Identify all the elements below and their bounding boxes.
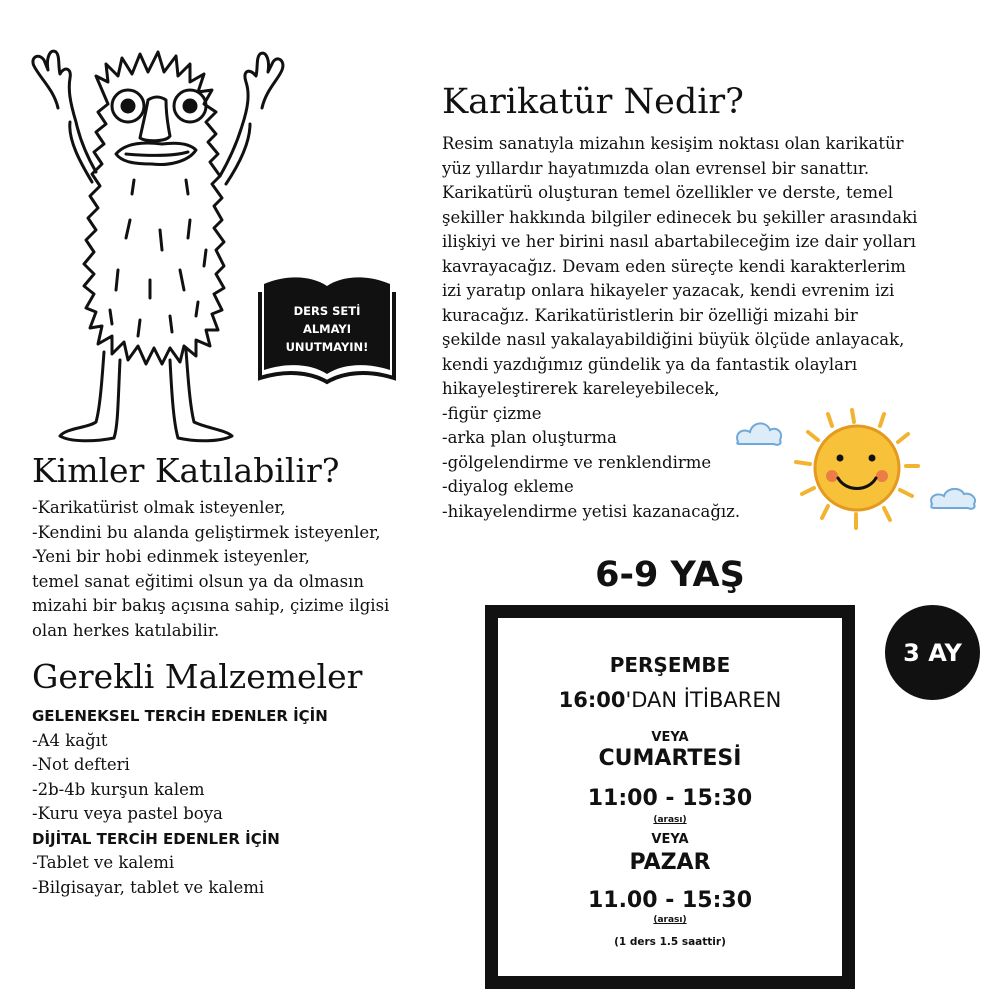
list-item: -Kendini bu alanda geliştirmek isteyenler,	[32, 522, 381, 542]
schedule-day-thursday: PERŞEMBE	[609, 653, 731, 677]
malzemeler-list	[32, 704, 432, 900]
paragraph-line: şekiller hakkında bilgiler edinecek bu şekiller arasındaki	[442, 207, 918, 227]
list-item: -gölgelendirme ve renklendirme	[442, 452, 712, 472]
paragraph-line: Resim sanatıyla mizahın kesişim noktası olan karikatür	[442, 134, 904, 153]
time-value: 16:00	[558, 688, 626, 712]
list-item: mizahi bir bakış açısına sahip, çizime ilgisi	[32, 596, 390, 615]
schedule-or: VEYA	[651, 832, 689, 847]
time-suffix: 'DAN İTİBAREN	[625, 688, 782, 712]
paragraph-line: ilişkiyi ve her birini nasıl abartabileceğim ize dair yolları	[442, 232, 916, 251]
schedule-day-saturday: CUMARTESİ	[598, 746, 742, 771]
book-badge-line: DERS SETİ	[293, 304, 361, 318]
schedule-or: VEYA	[651, 730, 689, 745]
paragraph-line: hikayeleştirerek kareleyebilecek,	[442, 379, 720, 398]
schedule-time-thursday	[498, 688, 842, 712]
age-label: 6-9 YAŞ	[595, 555, 745, 595]
list-item: olan herkes katılabilir.	[32, 620, 220, 640]
list-item: -Tablet ve kalemi	[32, 853, 175, 872]
schedule-time-sunday: 11.00 - 15:30	[587, 888, 753, 913]
list-item: -hikayelendirme yetisi kazanacağız.	[442, 501, 741, 521]
list-item: -2b-4b kurşun kalem	[32, 779, 205, 799]
list-item: -Yeni bir hobi edinmek isteyenler,	[32, 547, 310, 566]
paragraph-line: kendi yazdığımız gündelik ya da fantastik olayları	[442, 354, 858, 374]
list-item: -Not defteri	[32, 755, 130, 774]
list-item: -Karikatürist olmak isteyenler,	[32, 498, 286, 517]
paragraph-line: kuracağız. Karikatüristlerin bir özelliği mizahi bir	[442, 305, 858, 325]
paragraph-line: Karikatürü oluşturan temel özellikler ve derste, temel	[442, 183, 894, 202]
kimler-title: Kimler Katılabilir?	[32, 451, 340, 490]
malzemeler-title: Gerekli Malzemeler	[32, 657, 363, 696]
traditional-header: GELENEKSEL TERCİH EDENLER İÇİN	[32, 707, 328, 725]
book-badge-text	[276, 302, 378, 356]
book-badge-line: ALMAYI	[302, 322, 352, 336]
schedule-footnote: (1 ders 1.5 saattir)	[614, 936, 726, 948]
paragraph-line: şekilde nasıl yakalayabildiğini büyük ölçüde anlayacak,	[442, 330, 905, 349]
list-item: -Kuru veya pastel boya	[32, 804, 223, 823]
schedule-note: (arası)	[653, 915, 687, 925]
list-item: -diyalog ekleme	[442, 477, 574, 496]
schedule-day-sunday: PAZAR	[629, 850, 711, 875]
digital-header: DİJİTAL TERCİH EDENLER İÇİN	[32, 829, 280, 848]
schedule-note: (arası)	[653, 815, 687, 825]
paragraph-line: kavrayacağız. Devam eden süreçte kendi karakterlerim	[442, 256, 906, 276]
list-item: temel sanat eğitimi olsun ya da olmasın	[32, 571, 364, 591]
list-item: -Bilgisayar, tablet ve kalemi	[32, 877, 265, 897]
sun-illustration	[732, 400, 984, 550]
book-badge-line: UNUTMAYIN!	[285, 340, 369, 354]
paragraph-line: yüz yıllardır hayatımızda olan evrensel bir sanattır.	[442, 158, 870, 178]
schedule-box	[485, 605, 855, 989]
duration-badge	[885, 605, 980, 700]
kimler-list	[32, 496, 432, 643]
list-item: -arka plan oluşturma	[442, 428, 617, 447]
paragraph-line: izi yaratıp onlara hikayeler yazacak, kendi evrenim izi	[442, 281, 895, 300]
list-item: -A4 kağıt	[32, 730, 108, 750]
karikatur-title: Karikatür Nedir?	[442, 82, 744, 122]
list-item: -figür çizme	[442, 403, 542, 423]
duration-label: 3 AY	[903, 638, 962, 667]
schedule-time-saturday: 11:00 - 15:30	[587, 786, 753, 811]
